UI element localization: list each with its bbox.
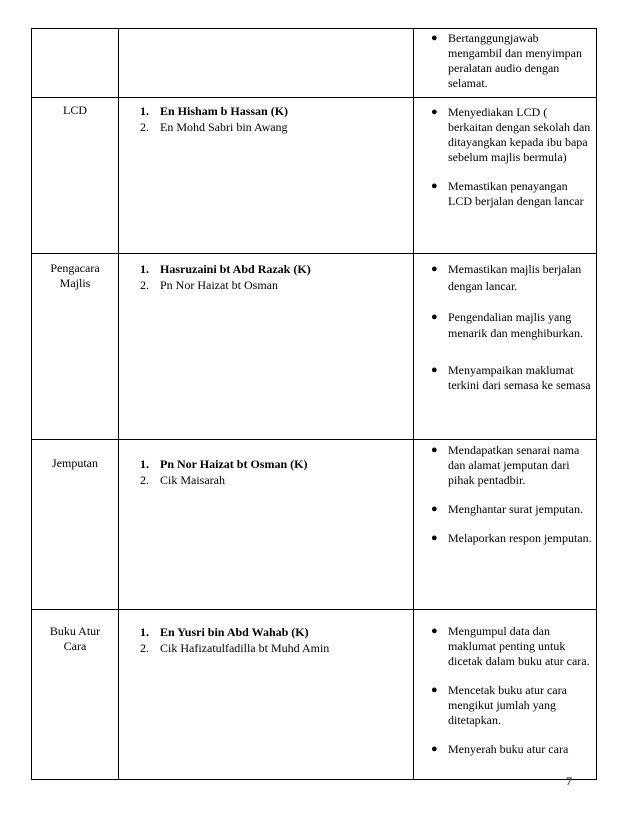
bullet-icon: ● [431,444,438,456]
member-list [119,440,413,488]
bullet-icon: ● [431,532,438,544]
bullet-icon: ● [431,743,438,755]
table-row [32,98,597,254]
duty-list [414,440,596,552]
member-item: 1. En Hisham b Hassan (K) [140,104,289,118]
task-cell [32,254,119,440]
member-item: 1. En Yusri bin Abd Wahab (K) [140,625,309,639]
duty-list [414,254,596,399]
task-cell [32,440,119,610]
task-cell [32,29,119,98]
committee-duty-table [31,28,597,780]
duty-item: ● Mendapatkan senarai nama dan alamat jemputan dari pihak pentadbir. [431,443,580,487]
members-cell [119,98,414,254]
duty-item: ● Menghantar surat jemputan. [431,502,583,516]
members-cell [119,254,414,440]
duty-item: ● Menyediakan LCD ( berkaitan dengan sekolah dan ditayangkan kepada ibu bapa sebelum majlis bermula) [431,105,591,164]
member-list [119,98,413,135]
member-item: 1. Pn Nor Haizat bt Osman (K) [140,457,308,471]
task-name: LCD [63,103,87,117]
duty-item: ● Mengumpul data dan maklumat penting untuk dicetak dalam buku atur cara. [431,624,590,668]
table-row [32,254,597,440]
duty-item: ● Bertanggungjawab mengambil dan menyimpan peralatan audio dengan selamat. [431,31,582,90]
task-cell [32,610,119,780]
table-row [32,440,597,610]
duty-item: ● Menyerah buku atur cara [431,742,569,756]
duty-item: ● Mencetak buku atur cara mengikut jumlah yang ditetapkan. [431,683,567,727]
member-item: 2. En Mohd Sabri bin Awang [140,120,288,134]
bullet-icon: ● [431,180,438,192]
duties-cell [414,98,597,254]
bullet-icon: ● [431,503,438,515]
bullet-icon: ● [431,263,438,275]
members-cell [119,29,414,98]
page-number: 7 [566,774,572,788]
duty-list [414,29,596,97]
duties-cell [414,610,597,780]
members-cell [119,440,414,610]
duty-item: ● Pengendalian majlis yang menarik dan menghiburkan. [431,310,583,340]
members-cell [119,610,414,780]
duty-list [414,610,596,763]
task-name: Pengacara Majlis [50,261,100,290]
task-name: Buku Atur Cara [49,624,101,653]
bullet-icon: ● [431,106,438,118]
bullet-icon: ● [431,364,438,376]
bullet-icon: ● [431,625,438,637]
duty-list [414,98,596,215]
duty-item: ● Memastikan majlis berjalan dengan lancar. [431,262,582,293]
duty-item: ● Melaporkan respon jemputan. [431,531,592,545]
table-row [32,610,597,780]
bullet-icon: ● [431,32,438,44]
duties-cell [414,440,597,610]
member-item: 2. Cik Hafizatulfadilla bt Muhd Amin [140,641,330,655]
member-list [119,610,413,656]
table-row [32,29,597,98]
bullet-icon: ● [431,684,438,696]
bullet-icon: ● [431,311,438,323]
member-item: 2. Pn Nor Haizat bt Osman [140,278,278,292]
member-list [119,254,413,293]
task-name: Jemputan [52,456,98,470]
duties-cell [414,254,597,440]
member-item: 2. Cik Maisarah [140,473,225,487]
duty-item: ● Memastikan penayangan LCD berjalan dengan lancar [431,179,584,208]
duties-cell [414,29,597,98]
task-cell [32,98,119,254]
member-item: 1. Hasruzaini bt Abd Razak (K) [140,262,311,276]
duty-item: ● Menyampaikan maklumat terkini dari semasa ke semasa [431,363,591,392]
